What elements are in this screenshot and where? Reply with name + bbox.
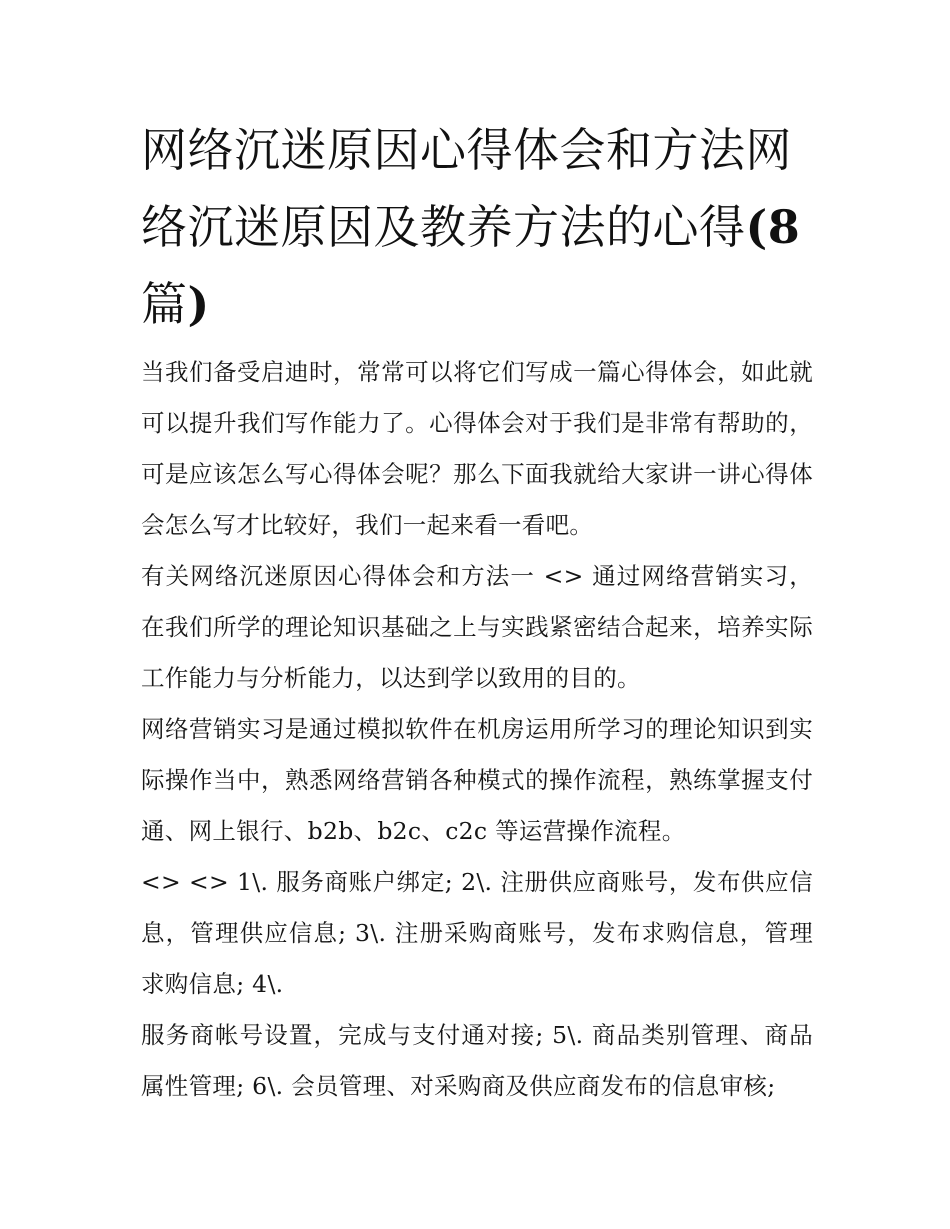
document-content <box>141 112 813 1112</box>
paragraph-steps-2: 服务商帐号设置，完成与支付通对接; 5\. 商品类别管理、商品属性管理; 6\. 会员管理、对采购商及供应商发布的信息审核; <box>141 1021 813 1100</box>
paragraph-steps-1: <> <> 1\. 服务商账户绑定; 2\. 注册供应商账号，发布供应信息，管理供应信息; 3\. 注册采购商账号，发布求购信息，管理求购信息; 4\. <box>141 868 813 998</box>
title-count-open: (8 <box>745 200 801 254</box>
paragraph-internship-description: 网络营销实习是通过模拟软件在机房运用所学习的理论知识到实际操作当中，熟悉网络营销各种模式的操作流程，熟练掌握支付通、网上银行、b2b、b2c、c2c 等运营操作流程。 <box>141 715 813 845</box>
document-title <box>141 112 813 343</box>
paragraph-intro: 当我们备受启迪时，常常可以将它们写成一篇心得体会，如此就可以提升我们写作能力了。心得体会对于我们是非常有帮助的，可是应该怎么写心得体会呢？那么下面我就给大家讲一讲心得体会怎么写才比较好，我们一起来看一看吧。 <box>141 358 813 539</box>
title-count-close: ) <box>187 277 210 331</box>
paragraph-internship-purpose: 有关网络沉迷原因心得体会和方法一 <> 通过网络营销实习，在我们所学的理论知识基础之上与实践紧密结合起来，培养实际工作能力与分析能力，以达到学以致用的目的。 <box>141 562 813 692</box>
title-text: 网络沉迷原因心得体会和方法网络沉迷原因及教养方法的心得 <box>141 123 792 254</box>
title-count-unit: 篇 <box>141 277 188 331</box>
